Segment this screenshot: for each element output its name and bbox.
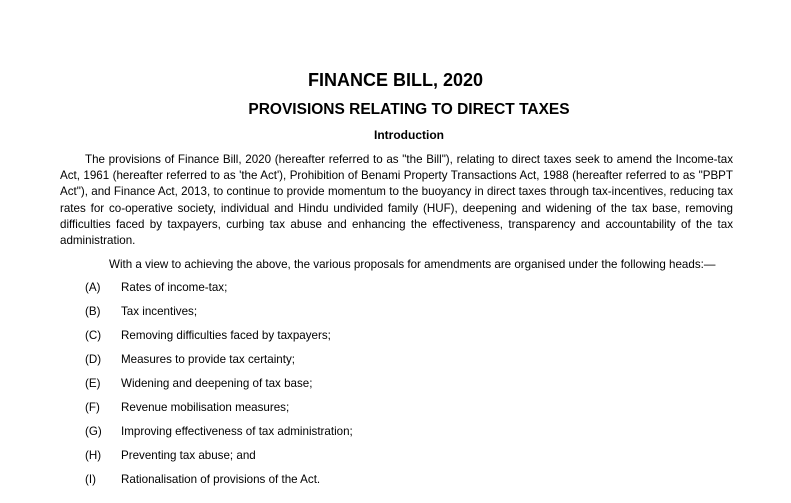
- list-item-marker: (H): [85, 449, 102, 462]
- list-item-text: Measures to provide tax certainty;: [121, 353, 295, 366]
- list-item-marker: (B): [85, 305, 101, 318]
- section-heading: Introduction: [374, 128, 444, 142]
- list-item-marker: (I): [85, 473, 96, 486]
- list-item-text: Rates of income-tax;: [121, 281, 228, 294]
- list-item-text: Tax incentives;: [121, 305, 198, 318]
- list-item-text: Widening and deepening of tax base;: [121, 377, 313, 390]
- list-item-text: Improving effectiveness of tax administration;: [121, 425, 353, 438]
- list-item-text: Removing difficulties faced by taxpayers;: [121, 329, 331, 342]
- list-item-marker: (A): [85, 281, 101, 294]
- list-item-text: Rationalisation of provisions of the Act.: [121, 473, 321, 486]
- list-item-marker: (E): [85, 377, 101, 390]
- intro-paragraph: The provisions of Finance Bill, 2020 (hereafter referred to as "the Bill"), relating to direct taxes seek to amend the Income-tax Act, 1961 (hereafter referred to as 'the Act'), Prohibition of Benami Property Transactions Act, 1988 (hereafter referred to as "PBPT Act"), and Finance Act, 2013, to continue to provide momentum to the buoyancy in direct taxes through tax-incentives, reducing tax rates for co-operative society, individual and Hindu undivided family (HUF), deepening and widening of the tax base, removing difficulties faced by taxpayers, curbing tax abuse and enhancing the effectiveness, transparency and accountability of the tax administration.: [60, 153, 733, 248]
- document-title: FINANCE BILL, 2020: [307, 70, 484, 90]
- list-item-text: Preventing tax abuse; and: [121, 449, 256, 462]
- lead-paragraph: With a view to achieving the above, the various proposals for amendments are organised under the following heads:—: [109, 258, 716, 271]
- list-item-marker: (D): [85, 353, 102, 366]
- document-subtitle: PROVISIONS RELATING TO DIRECT TAXES: [248, 101, 570, 118]
- list-item-text: Revenue mobilisation measures;: [121, 401, 290, 414]
- list-item-marker: (C): [85, 329, 102, 342]
- list-item-marker: (G): [85, 425, 102, 438]
- list-item-marker: (F): [85, 401, 100, 414]
